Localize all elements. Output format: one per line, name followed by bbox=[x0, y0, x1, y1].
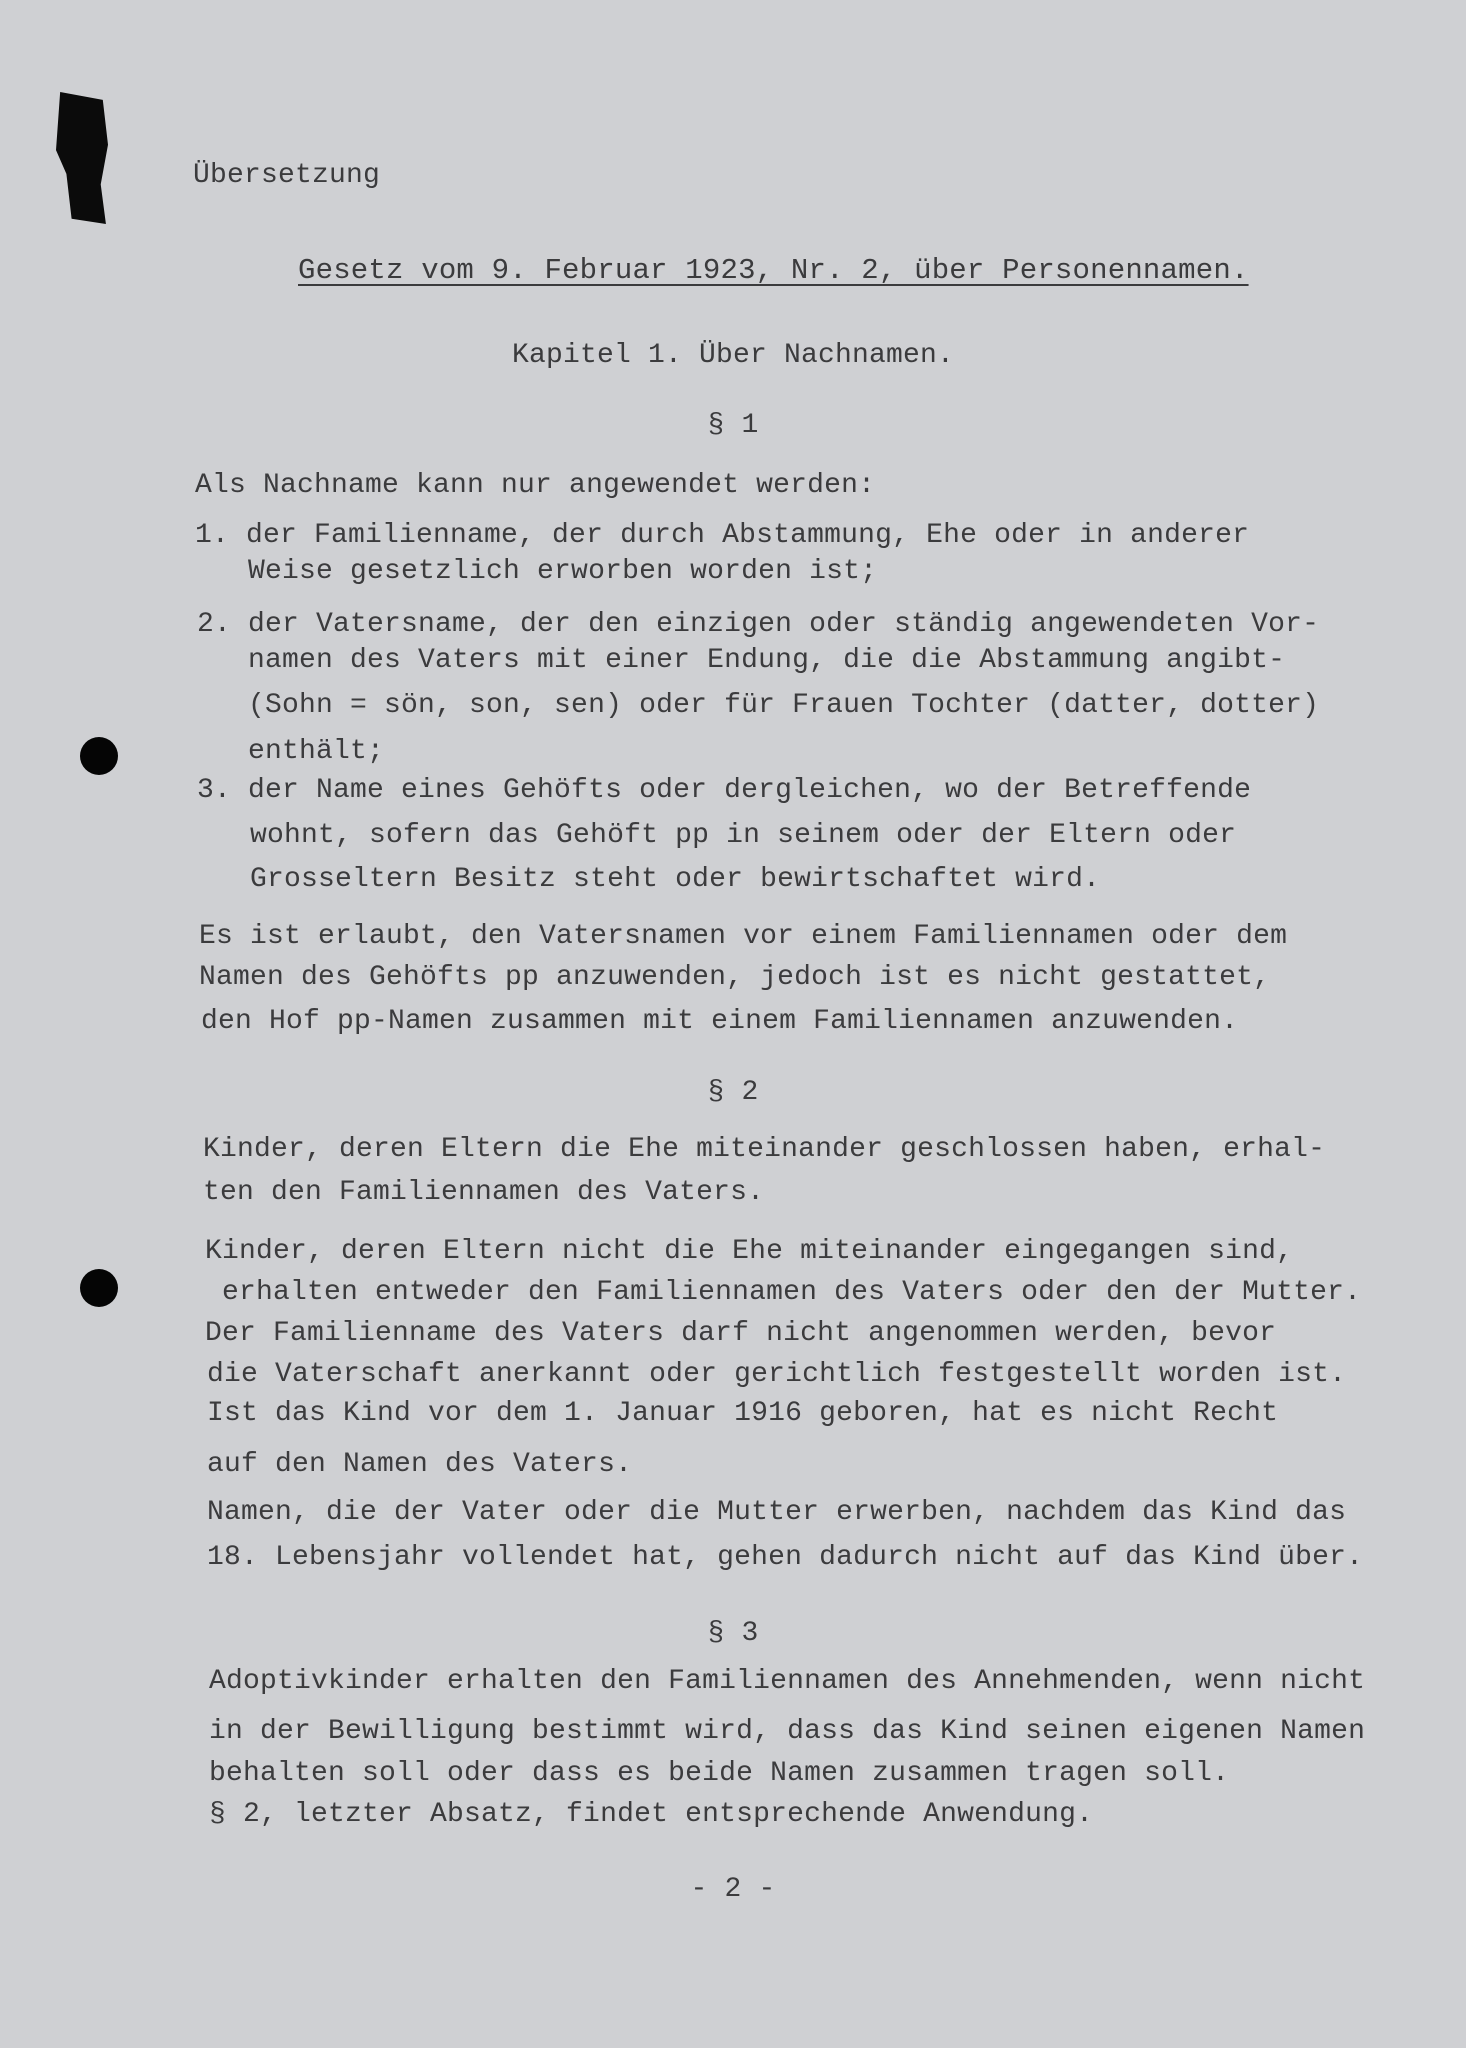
text-line: Adoptivkinder erhalten den Familiennamen des Annehmenden, wenn nicht bbox=[209, 1666, 1366, 1697]
tape-mark bbox=[56, 92, 108, 224]
text-line: 18. Lebensjahr vollendet hat, gehen dadurch nicht auf das Kind über. bbox=[207, 1542, 1364, 1573]
section-heading: § 2 bbox=[707, 1077, 759, 1108]
text-line: Grosseltern Besitz steht oder bewirtschaftet wird. bbox=[199, 864, 1101, 895]
text-line: die Vaterschaft anerkannt oder gerichtlich festgestellt worden ist. bbox=[207, 1359, 1347, 1390]
text-line: erhalten entweder den Familiennamen des Vaters oder den der Mutter. bbox=[205, 1277, 1362, 1308]
text-line: wohnt, sofern das Gehöft pp in seinem oder der Eltern oder bbox=[199, 820, 1237, 851]
text-line: auf den Namen des Vaters. bbox=[207, 1449, 633, 1480]
section-heading: § 3 bbox=[707, 1618, 759, 1649]
text-line: Kinder, deren Eltern die Ehe miteinander geschlossen haben, erhal- bbox=[203, 1134, 1326, 1165]
chapter-heading: Kapitel 1. Über Nachnamen. bbox=[511, 340, 955, 371]
text-line: Weise gesetzlich erworben worden ist; bbox=[197, 556, 878, 587]
text-line: § 2, letzter Absatz, findet entsprechende Anwendung. bbox=[209, 1799, 1094, 1830]
text-line: behalten soll oder dass es beide Namen zusammen tragen soll. bbox=[209, 1758, 1230, 1789]
text-line: Namen des Gehöfts pp anzuwenden, jedoch ist es nicht gestattet, bbox=[199, 962, 1271, 993]
text-line: Kinder, deren Eltern nicht die Ehe miteinander eingegangen sind, bbox=[205, 1236, 1294, 1267]
punch-hole bbox=[80, 737, 118, 775]
text-line: namen des Vaters mit einer Endung, die die Abstammung angibt- bbox=[197, 645, 1286, 676]
text-line: den Hof pp-Namen zusammen mit einem Familiennamen anzuwenden. bbox=[201, 1006, 1239, 1037]
text-line: Ist das Kind vor dem 1. Januar 1916 geboren, hat es nicht Recht bbox=[207, 1398, 1279, 1429]
section-heading: § 1 bbox=[707, 410, 759, 441]
text-line: 2. der Vatersname, der den einzigen oder ständig angewendeten Vor- bbox=[197, 609, 1320, 640]
text-line: 3. der Name eines Gehöfts oder dergleichen, wo der Betreffende bbox=[197, 775, 1252, 806]
text-line: Es ist erlaubt, den Vatersnamen vor einem Familiennamen oder dem bbox=[199, 921, 1288, 952]
punch-hole bbox=[80, 1269, 118, 1307]
document-header: Übersetzung bbox=[193, 160, 381, 191]
text-line: in der Bewilligung bestimmt wird, dass das Kind seinen eigenen Namen bbox=[209, 1716, 1366, 1747]
text-line: ten den Familiennamen des Vaters. bbox=[203, 1177, 765, 1208]
text-line: 1. der Familienname, der durch Abstammung, Ehe oder in anderer bbox=[195, 520, 1250, 551]
text-line: Der Familienname des Vaters darf nicht angenommen werden, bevor bbox=[205, 1318, 1277, 1349]
text-line: Als Nachname kann nur angewendet werden: bbox=[195, 470, 876, 501]
text-line: enthält; bbox=[197, 736, 385, 767]
text-line: Namen, die der Vater oder die Mutter erwerben, nachdem das Kind das bbox=[207, 1497, 1347, 1528]
document-title: Gesetz vom 9. Februar 1923, Nr. 2, über Personennamen. bbox=[298, 254, 1249, 287]
page-number: - 2 - bbox=[690, 1874, 776, 1905]
text-line: (Sohn = sön, son, sen) oder für Frauen Tochter (datter, dotter) bbox=[197, 690, 1320, 721]
